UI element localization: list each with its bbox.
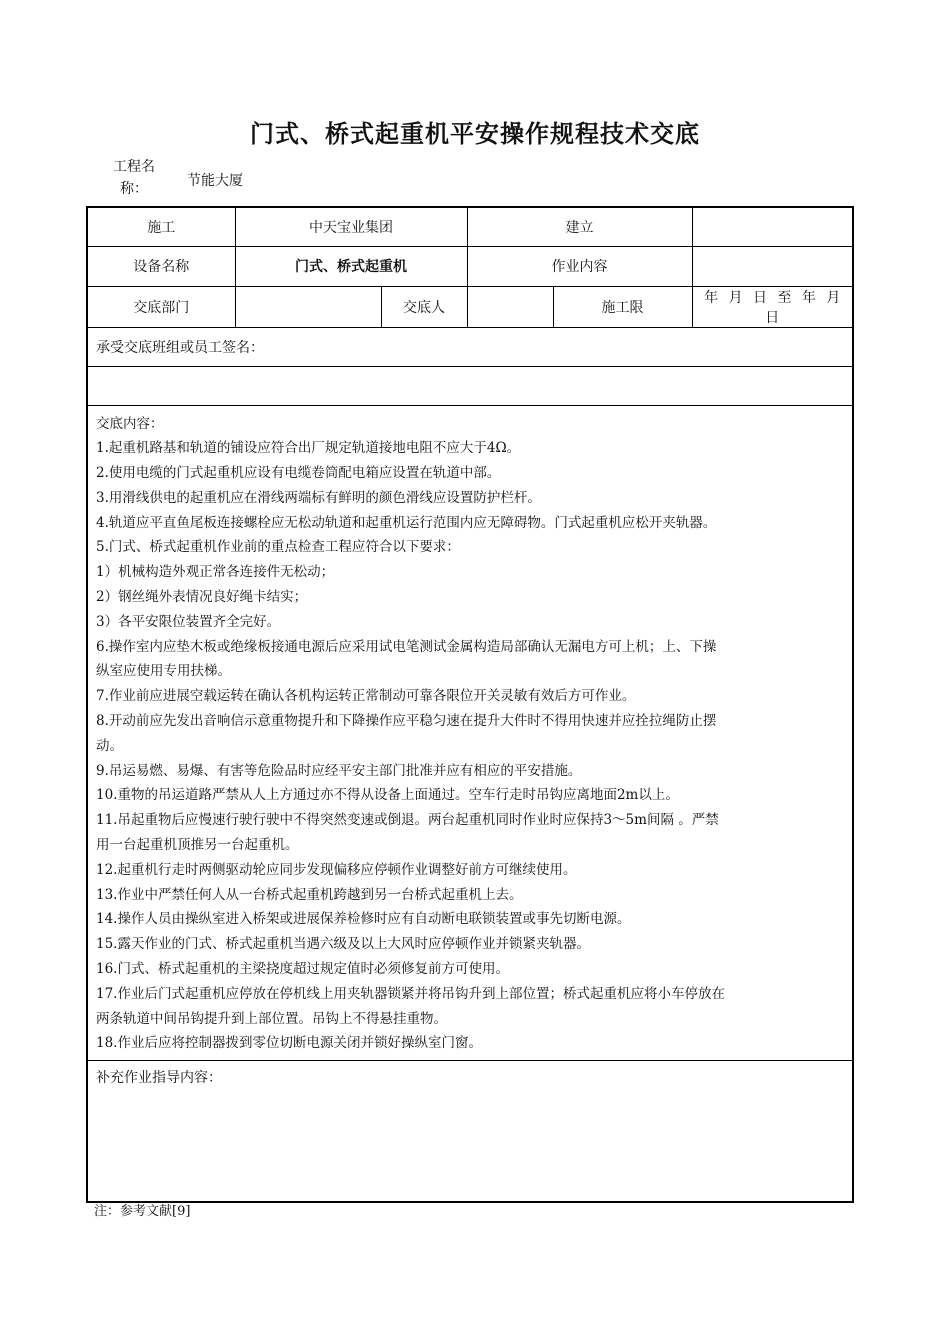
equipment-name-label: 设备名称 <box>87 246 235 286</box>
build-label: 建立 <box>467 207 692 246</box>
content-line: 15.露天作业的门式、桥式起重机当遇六级及以上大风时应停顿作业并锁紧夹轨器。 <box>96 936 590 953</box>
content-line: 两条轨道中间吊钩提升到上部位置。吊钩上不得悬挂重物。 <box>96 1010 447 1027</box>
handover-form-table <box>86 206 854 1203</box>
content-line: 12.起重机行走时两侧驱动轮应同步发现偏移应停顿作业调整好前方可继续使用。 <box>96 861 577 878</box>
supplementary-guidance-label: 补充作业指导内容： <box>96 1070 222 1087</box>
content-line: 纵室应使用专用扶梯。 <box>96 663 231 680</box>
page-title: 门式、桥式起重机平安操作规程技术交底 <box>250 120 700 148</box>
handover-person-label: 交底人 <box>381 286 467 327</box>
content-line: 8.开动前应先发出音响信示意重物提升和下降操作应平稳匀速在提升大件时不得用快速并应拴拉绳防止摆 <box>96 713 717 730</box>
construction-label: 施工 <box>87 207 235 246</box>
handover-dept-label: 交底部门 <box>87 286 235 327</box>
content-line: 9.吊运易燃、易爆、有害等危险品时应经平安主部门批准并应有相应的平安措施。 <box>96 762 582 779</box>
content-line: 7.作业前应进展空载运转在确认各机构运转正常制动可靠各限位开关灵敏有效后方可作业。 <box>96 688 636 705</box>
content-line: 10.重物的吊运道路严禁从人上方通过亦不得从设备上面通过。空车行走时吊钩应离地面2m以上。 <box>96 787 679 804</box>
construction-period-label: 施工限 <box>553 286 692 327</box>
content-line: 4.轨道应平直鱼尾板连接螺栓应无松动轨道和起重机运行范围内应无障碍物。门式起重机应松开夹轨器。 <box>96 514 717 531</box>
equipment-name-value: 门式、桥式起重机 <box>235 246 467 286</box>
content-line: 3）各平安限位装置齐全完好。 <box>96 613 281 630</box>
content-line: 14.操作人员由操纵室进入桥架或进展保养检修时应有自动断电联锁装置或事先切断电源。 <box>96 911 631 928</box>
content-line: 3.用滑线供电的起重机应在滑线两端标有鲜明的颜色滑线应设置防护栏杆。 <box>96 489 541 506</box>
content-line: 用一台起重机顶推另一台起重机。 <box>96 837 299 854</box>
construction-period-value: 年 月 日 至 年 月 日 <box>692 286 853 327</box>
work-content-label: 作业内容 <box>467 246 692 286</box>
content-line: 2.使用电缆的门式起重机应设有电缆卷筒配电箱应设置在轨道中部。 <box>96 465 501 482</box>
handover-content-label: 交底内容： <box>96 415 164 432</box>
handover-content-cell <box>87 405 853 1061</box>
content-line: 5.门式、桥式起重机作业前的重点检查工程应符合以下要求： <box>96 539 460 556</box>
content-line: 动。 <box>96 737 123 754</box>
content-line: 13.作业中严禁任何人从一台桥式起重机跨越到另一台桥式起重机上去。 <box>96 886 523 903</box>
reference-note: 注：参考文献[9] <box>94 1204 191 1219</box>
content-line: 1）机械构造外观正常各连接件无松动； <box>96 564 335 581</box>
supplementary-guidance-cell <box>87 1061 853 1202</box>
project-name-label: 工程名称： <box>113 159 155 197</box>
project-name-value: 节能大厦 <box>187 173 243 189</box>
construction-unit-value: 中天宝业集团 <box>235 207 467 246</box>
content-line: 11.吊起重物后应慢速行驶行驶中不得突然变速或倒退。两台起重机同时作业时应保持3～5m间隔 。严禁 <box>96 812 719 829</box>
content-line: 1.起重机路基和轨道的铺设应符合出厂规定轨道接地电阻不应大于4Ω。 <box>96 440 521 457</box>
content-line: 2）钢丝绳外表情况良好绳卡结实； <box>96 589 308 606</box>
build-value <box>692 207 853 246</box>
content-line: 18.作业后应将控制器拨到零位切断电源关闭并锁好操纵室门窗。 <box>96 1035 482 1052</box>
signature-area <box>87 366 853 405</box>
handover-dept-value <box>235 286 381 327</box>
content-line: 16.门式、桥式起重机的主梁挠度超过规定值时必须修复前方可使用。 <box>96 961 509 978</box>
signature-label: 承受交底班组或员工签名： <box>87 327 853 366</box>
handover-person-value <box>467 286 553 327</box>
content-line: 6.操作室内应垫木板或绝缘板接通电源后应采用试电笔测试金属构造局部确认无漏电方可上机；上、下操 <box>96 638 717 655</box>
work-content-value <box>692 246 853 286</box>
content-line: 17.作业后门式起重机应停放在停机线上用夹轨器锁紧并将吊钩升到上部位置；桥式起重机应将小车停放在 <box>96 985 725 1002</box>
